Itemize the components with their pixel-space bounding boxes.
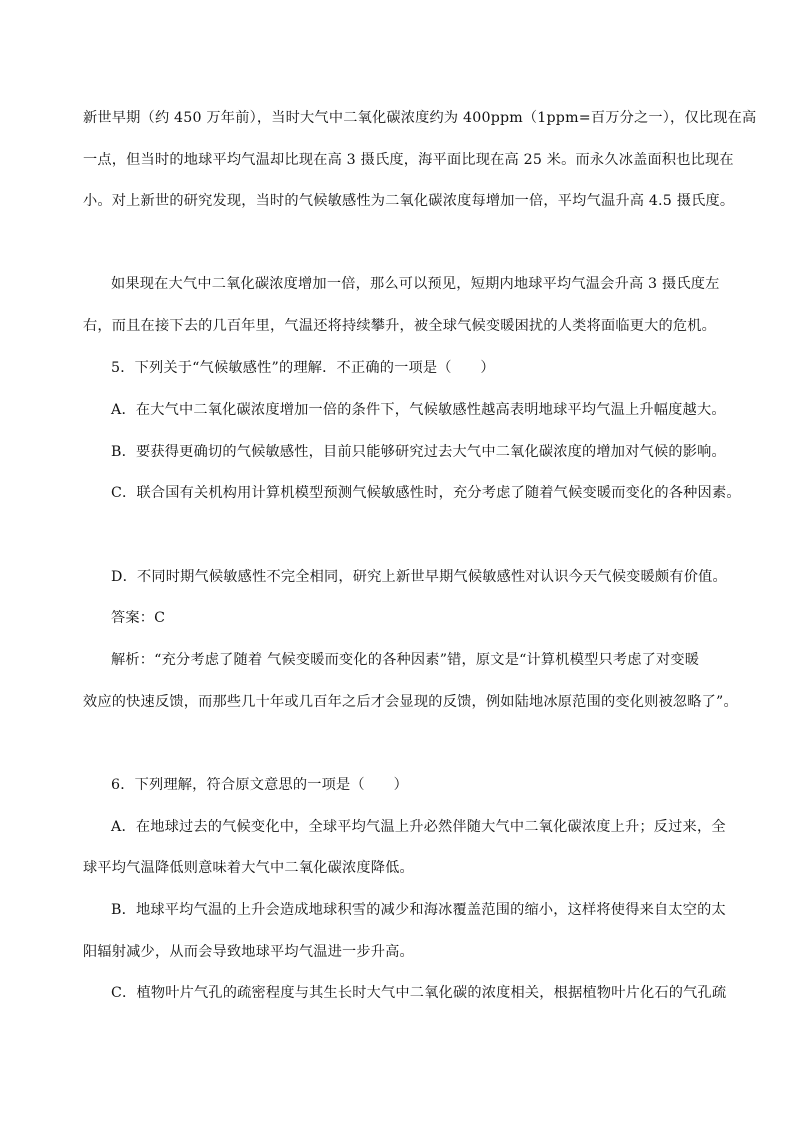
question-5-option-b: B．要获得更确切的气候敏感性，目前只能够研究过去大气中二氧化碳浓度的增加对气候的影响。 — [111, 444, 726, 460]
question-6-option-b-cont: 阳辐射减少，从而会导致地球平均气温进一步升高。 — [83, 944, 414, 960]
question-6-option-c: C．植物叶片气孔的疏密程度与其生长时大气中二氧化碳的浓度相关，根据植物叶片化石的气孔疏 — [111, 985, 727, 1001]
question-6-stem: 6．下列理解，符合原文意思的一项是（ ） — [111, 777, 408, 793]
question-5-stem: 5．下列关于“气候敏感性”的理解．不正确的一项是（ ） — [111, 360, 495, 376]
question-5-option-c: C．联合国有关机构用计算机模型预测气候敏感性时，充分考虑了随着气候变暖而变化的各种因素。 — [111, 485, 741, 501]
paragraph-line: 如果现在大气中二氧化碳浓度增加一倍，那么可以预见，短期内地球平均气温会升高 3 摄氏度左 — [111, 276, 720, 292]
paragraph-line: 右，而且在接下去的几百年里，气温还将持续攀升，被全球气候变暖困扰的人类将面临更大的危机。 — [83, 318, 717, 334]
paragraph-line: 一点，但当时的地球平均气温却比现在高 3 摄氏度，海平面比现在高 25 米。而永久冰盖面积也比现在 — [83, 152, 734, 168]
paragraph-line: 小。对上新世的研究发现，当时的气候敏感性为二氧化碳浓度每增加一倍，平均气温升高 4.5 摄氏度。 — [83, 193, 735, 209]
question-6-option-b: B．地球平均气温的上升会造成地球积雪的减少和海冰覆盖范围的缩小，这样将使得来自太空的太 — [111, 902, 726, 918]
question-5-analysis: 解析：“充分考虑了随着 气候变暖而变化的各种因素”错，原文是“计算机模型只考虑了对变暖 — [111, 652, 700, 668]
question-5-answer: 答案：C — [111, 610, 166, 626]
question-5-analysis-cont: 效应的快速反馈，而那些几十年或几百年之后才会显现的反馈，例如陆地冰原范围的变化则被忽略了”。 — [83, 694, 738, 710]
question-5-option-a: A．在大气中二氧化碳浓度增加一倍的条件下，气候敏感性越高表明地球平均气温上升幅度越大。 — [111, 402, 726, 418]
question-6-option-a: A．在地球过去的气候变化中，全球平均气温上升必然伴随大气中二氧化碳浓度上升；反过来，全 — [111, 819, 726, 835]
paragraph-line: 新世早期（约 450 万年前），当时大气中二氧化碳浓度约为 400ppm（1ppm=百万分之一），仅比现在高 — [83, 110, 757, 126]
question-6-option-a-cont: 球平均气温降低则意味着大气中二氧化碳浓度降低。 — [83, 860, 414, 876]
question-5-option-d: D．不同时期气候敏感性不完全相同，研究上新世早期气候敏感性对认识今天气候变暖颇有价值。 — [111, 569, 727, 585]
